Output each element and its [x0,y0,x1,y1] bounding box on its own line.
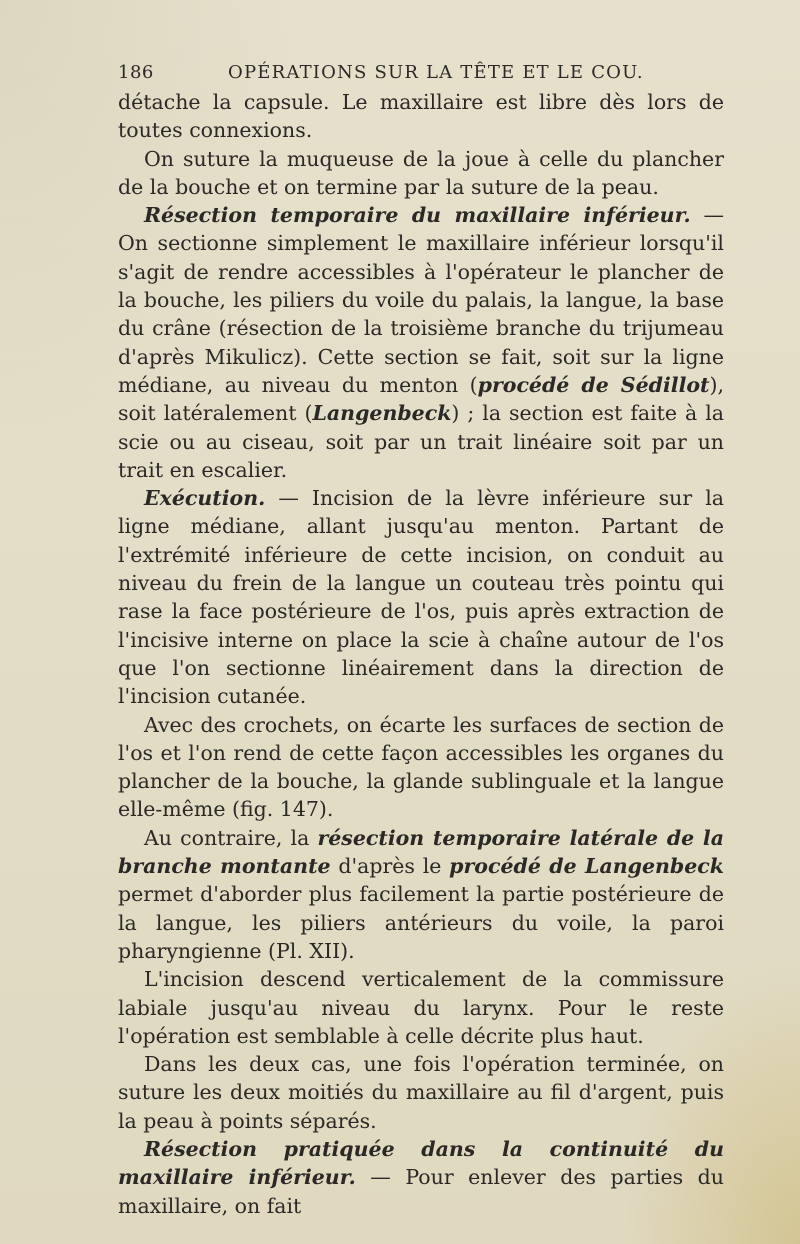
section-heading: Résection temporaire du maxillaire inférieur. [144,203,691,228]
text-run: Avec des crochets, on écarte les surfaces de section de l'os et l'on rend de cette façon accessibles les organes du plancher de la bouche, la glande sublinguale et la langue elle-même (fig. 147). [118,712,724,822]
text-run: ) ; la section est faite à la scie ou au ciseau, soit par un trait linéaire soit par un trait en escalier. [118,401,724,482]
paragraph [118,965,724,1050]
emphasis: Langenbeck [312,401,452,426]
section-heading: Résection pratiquée dans la continuité du maxillaire inférieur. [118,1136,724,1190]
text-run: — On sectionne simplement le maxillaire inférieur lorsqu'il s'agit de rendre accessibles à l'opérateur le plancher de la bouche, les piliers du voile du palais, la langue, la base du crâne (résection de la troisième branche du trijumeau d'après Mikulicz). Cette section se fait, soit sur la ligne médiane, au niveau du menton ( [118,203,724,397]
paragraph [118,88,724,145]
text-run: — Pour enlever des parties du maxillaire, on fait [118,1165,724,1218]
paragraph [118,201,724,484]
emphasis: procédé de Langenbeck [449,854,724,879]
paragraph [118,824,724,965]
text-run: Dans les deux cas, une fois l'opération terminée, on suture les deux moitiés du maxillaire au fil d'argent, puis la peau à points séparés. [118,1052,724,1133]
emphasis: résection temporaire latérale de la branche montante [118,825,724,879]
text-run: On suture la muqueuse de la joue à celle du plancher de la bouche et on termine par la suture de la peau. [118,146,724,199]
text-run: d'après le [330,854,450,879]
paragraph [118,1050,724,1135]
text-run: L'incision descend verticalement de la commissure labiale jusqu'au niveau du larynx. Pour le reste l'opération est semblable à celle décrite plus haut. [118,967,724,1048]
body-text [118,88,724,1220]
page-header [118,62,718,86]
text-run: Au contraire, la [144,825,318,850]
text-run: — Incision de la lèvre inférieure sur la ligne médiane, allant jusqu'au menton. Partant de l'extrémité inférieure de cette incision, on conduit au niveau du frein de la langue un couteau très pointu qui rase la face postérieure de l'os, puis après extraction de l'incisive interne on place la scie à chaîne autour de l'os que l'on sectionne linéairement dans la direction de l'incision cutanée. [118,486,724,709]
page-number: 186 [118,62,154,83]
running-title: OPÉRATIONS SUR LA TÊTE ET LE COU. [228,62,644,83]
text-run: permet d'aborder plus facilement la partie postérieure de la langue, les piliers antérieurs du voile, la paroi pharyngienne (Pl. XII). [118,882,724,963]
text-run: ), soit latéralement ( [118,372,725,426]
paragraph [118,711,724,824]
emphasis: procédé de Sédillot [477,372,710,397]
paragraph [118,1135,724,1220]
text-run: détache la capsule. Le maxillaire est libre dès lors de toutes connexions. [118,90,724,143]
section-heading: Exécution. [144,486,266,511]
paragraph [118,484,724,710]
paragraph [118,145,724,202]
